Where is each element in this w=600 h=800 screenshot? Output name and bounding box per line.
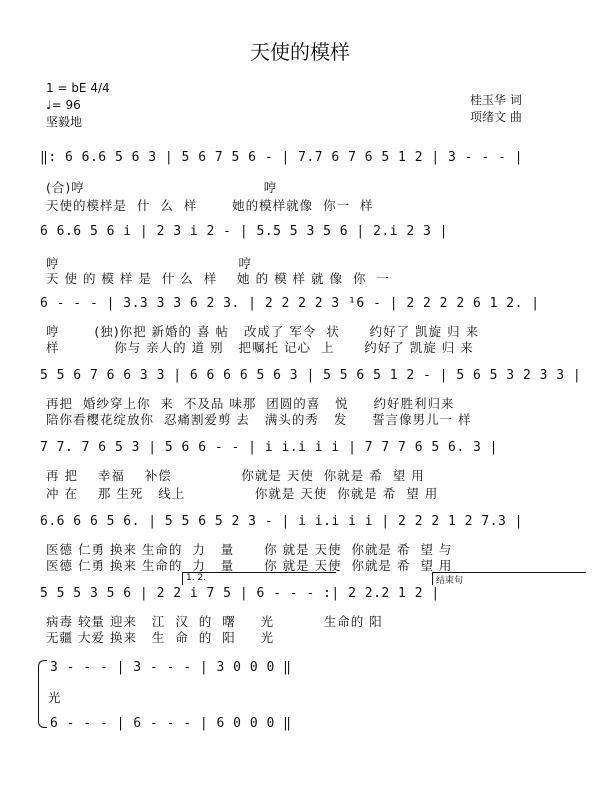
lyric-line-4a: 再把 婚纱穿上你 来 不及品 味那 团圆的喜 悦 约好胜利归来 — [46, 396, 455, 411]
time-signature: 4/4 — [90, 81, 110, 95]
notation-line-1: ‖: 6 6.6 5 6 3 | 5 6 7 5 6 - | 7.7 6 7 6 5 1 2 | 3 - - - | — [40, 150, 523, 165]
system-brace — [38, 660, 47, 728]
lyric-line-5a: 再 把 幸福 补偿 你就是 天使 你就是 希 望 用 — [46, 468, 425, 483]
volta-label: 1. 2. — [186, 573, 207, 583]
song-meta-left — [46, 80, 110, 131]
lyric-line-7b: 无疆 大爱 换来 生 命 的 阳 光 — [46, 630, 275, 645]
notation-line-3: 6 - - - | 3.3 3 3 6 2 3. | 2 2 2 2 3 ¹6 - | 2 2 2 2 6 1 2. | — [40, 296, 540, 311]
lyric-line-7a: 病毒 较量 迎来 江 汉 的 曙 光 生命的 阳 — [46, 614, 383, 629]
first-ending-bracket — [182, 572, 336, 585]
notation-final-lower: 6 - - - | 6 - - - | 6 0 0 0 ‖ — [50, 716, 292, 731]
volta-label-end: 结束句 — [436, 576, 464, 586]
lyric-line-3a: 哼 (独)你把 新婚的 喜 帖 改成了 军令 状 约好了 凯旋 归 来 — [46, 324, 480, 339]
lyric-line-2b: 天 使 的 模 样 是 什 么 样 她 的 模 样 就 像 你 一 — [46, 271, 390, 286]
lyric-line-6a: 医德 仁勇 换来 生命的 力 量 你 就是 天使 你就是 希 望 与 — [46, 542, 453, 557]
notation-final-upper: 3 - - - | 3 - - - | 3 0 0 0 ‖ — [50, 660, 292, 675]
expression-mark: 坚毅地 — [46, 115, 83, 129]
song-credits — [470, 92, 522, 126]
notation-line-6: 6.6 6 6 5 6. | 5 5 6 5 2 3 - | i i.i i i | 2 2 2 1 2 7.3 | — [40, 514, 523, 529]
lyric-line-2a: 哼 哼 — [46, 256, 253, 271]
lyric-line-4b: 陪你看樱花绽放你 忍痛割爱剪 去 满头的秀 发 誓言像男儿一 样 — [46, 412, 472, 427]
lyric-line-3b: 样 你与 亲人的 道 别 把嘱托 记心 上 约好了 凯旋 归 来 — [46, 340, 474, 355]
ending-phrase-bracket — [432, 572, 586, 585]
notation-line-5: 7 7. 7 6 5 3 | 5 6 6 - - | i i.i i i | 7 7 7 6 5 6. 3 | — [40, 440, 498, 455]
lyric-line-5b: 冲 在 那 生死 线上 你就是 天使 你就是 希 望 用 — [46, 486, 439, 501]
composer: 项绪文 曲 — [470, 110, 522, 124]
key-signature: 1 = bE — [46, 81, 87, 95]
tempo-mark: ♩= 96 — [46, 98, 81, 112]
lyric-line-1b: 天使的模样是 什 么 样 她的模样就像 你一 样 — [46, 198, 374, 213]
notation-line-2: 6 6.6 5 6 i | 2 3 i 2 - | 5.5 5 3 5 6 | 2.i 2 3 | — [40, 224, 449, 239]
lyricist: 桂玉华 词 — [470, 93, 522, 107]
lyric-final: 光 — [48, 690, 62, 705]
lyric-line-1a: (合)哼 哼 — [46, 180, 278, 195]
lyric-line-6b: 医德 仁勇 换来 生命的 力 量 你 就是 天使 你就是 希 望 用 — [46, 558, 453, 573]
notation-line-4: 5 5 6 7 6 6 3 3 | 6 6 6 6 5 6 3 | 5 5 6 5 1 2 - | 5 6 5 3 2 3 3 | — [40, 368, 582, 383]
song-title: 天使的模样 — [250, 40, 350, 64]
notation-line-7: 5 5 5 3 5 6 | 2 2 i 7 5 | 6 - - - :| 2 2.2 1 2 | — [40, 586, 440, 601]
